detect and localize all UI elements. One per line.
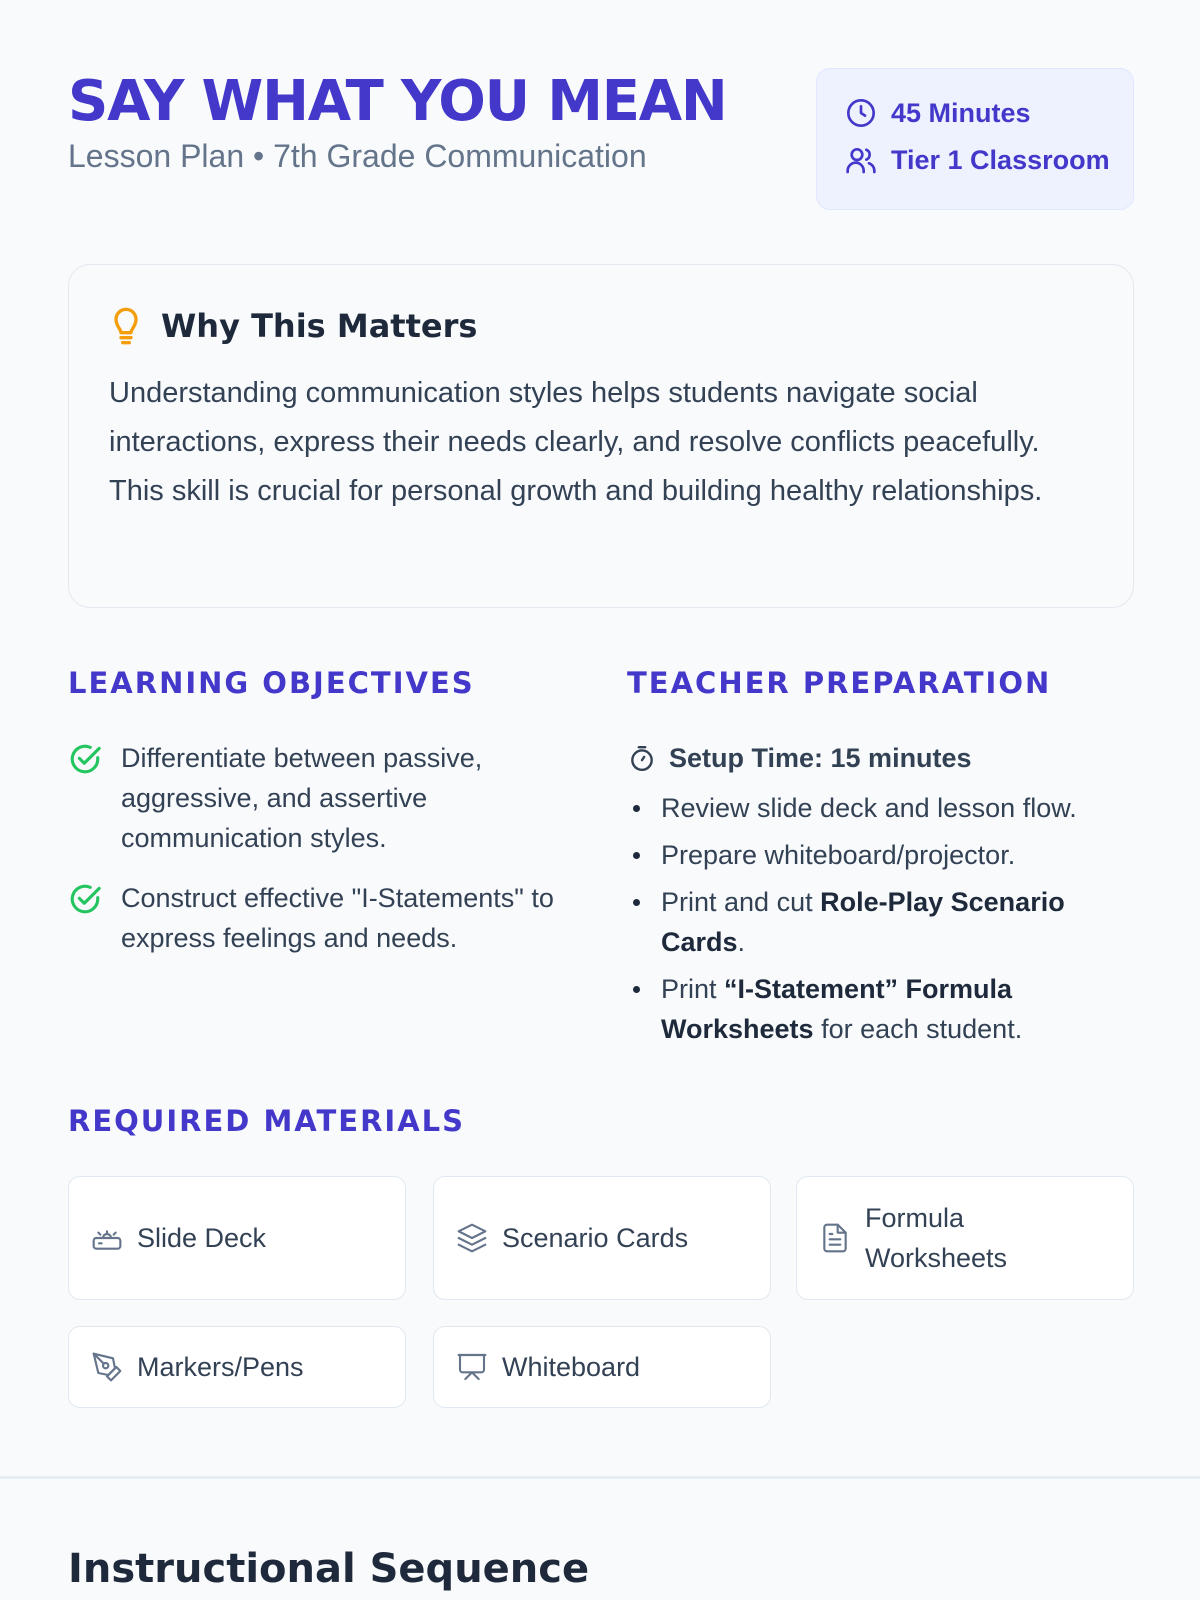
objective-text: Differentiate between passive, aggressive, and assertive communication styles. [121, 743, 483, 853]
presentation-board-icon [456, 1351, 488, 1383]
tier-row [845, 144, 1133, 176]
prep-item: Print and cut Role-Play Scenario Cards. [627, 882, 1134, 962]
why-header [109, 305, 1093, 347]
duration-text: 45 Minutes [891, 97, 1031, 128]
document-icon [819, 1222, 851, 1254]
material-label: Formula Worksheets [865, 1203, 1008, 1273]
stopwatch-icon [629, 744, 655, 772]
material-card-whiteboard [433, 1326, 771, 1408]
prep-item: Print “I-Statement” Formula Worksheets for each student. [627, 969, 1134, 1049]
header [68, 69, 1134, 212]
pen-icon [91, 1351, 123, 1383]
users-icon [845, 144, 877, 176]
materials-title: REQUIRED MATERIALS [68, 1104, 466, 1138]
objectives-list [68, 738, 568, 958]
prep-item-emphasis: Role-Play Scenario Cards [661, 887, 1065, 957]
tier-text: Tier 1 Classroom [891, 144, 1110, 175]
objectives-title: LEARNING OBJECTIVES [68, 666, 475, 700]
prep-item: Prepare whiteboard/projector. [627, 835, 1134, 875]
material-label: Slide Deck [137, 1223, 267, 1253]
lesson-meta-box [816, 68, 1134, 210]
material-label: Whiteboard [502, 1352, 641, 1382]
why-title: Why This Matters [161, 307, 478, 345]
material-card-markers [68, 1326, 406, 1408]
required-materials-section [68, 1104, 1134, 1416]
objective-item [68, 878, 568, 958]
section-divider [0, 1476, 1200, 1479]
material-label: Scenario Cards [502, 1223, 689, 1253]
why-this-matters-card [68, 264, 1134, 608]
setup-time-text: Setup Time: 15 minutes [669, 742, 972, 773]
clock-icon [845, 97, 877, 129]
why-body: Understanding communication styles helps students navigate social interactions, express their needs clearly, and resolve conflicts peacefully. This skill is crucial for personal growth and building healthy relationships. [109, 377, 1043, 507]
learning-objectives-section [68, 666, 568, 978]
check-circle-icon [68, 882, 102, 916]
material-label: Markers/Pens [137, 1352, 304, 1382]
lightbulb-icon [109, 306, 143, 346]
check-circle-icon [68, 742, 102, 776]
page-subtitle: Lesson Plan • 7th Grade Communication [68, 138, 647, 174]
prep-item: Review slide deck and lesson flow. [627, 788, 1134, 828]
material-card-formula-worksheets [796, 1176, 1134, 1300]
prep-item-emphasis: “I-Statement” Formula Worksheets [661, 974, 1013, 1044]
duration-row [845, 97, 1133, 129]
preparation-list [627, 788, 1134, 1049]
material-card-scenario-cards [433, 1176, 771, 1300]
layers-icon [456, 1222, 488, 1254]
page-title: SAY WHAT YOU MEAN [68, 69, 727, 134]
objective-text: Construct effective "I-Statements" to express feelings and needs. [121, 883, 554, 953]
materials-grid [68, 1176, 1134, 1416]
setup-time [627, 738, 1134, 778]
material-card-slide-deck [68, 1176, 406, 1300]
preparation-title: TEACHER PREPARATION [627, 666, 1052, 700]
teacher-preparation-section [627, 666, 1134, 1056]
instructional-sequence-heading: Instructional Sequence [68, 1546, 590, 1592]
slide-deck-icon [91, 1222, 123, 1254]
objective-item [68, 738, 568, 858]
